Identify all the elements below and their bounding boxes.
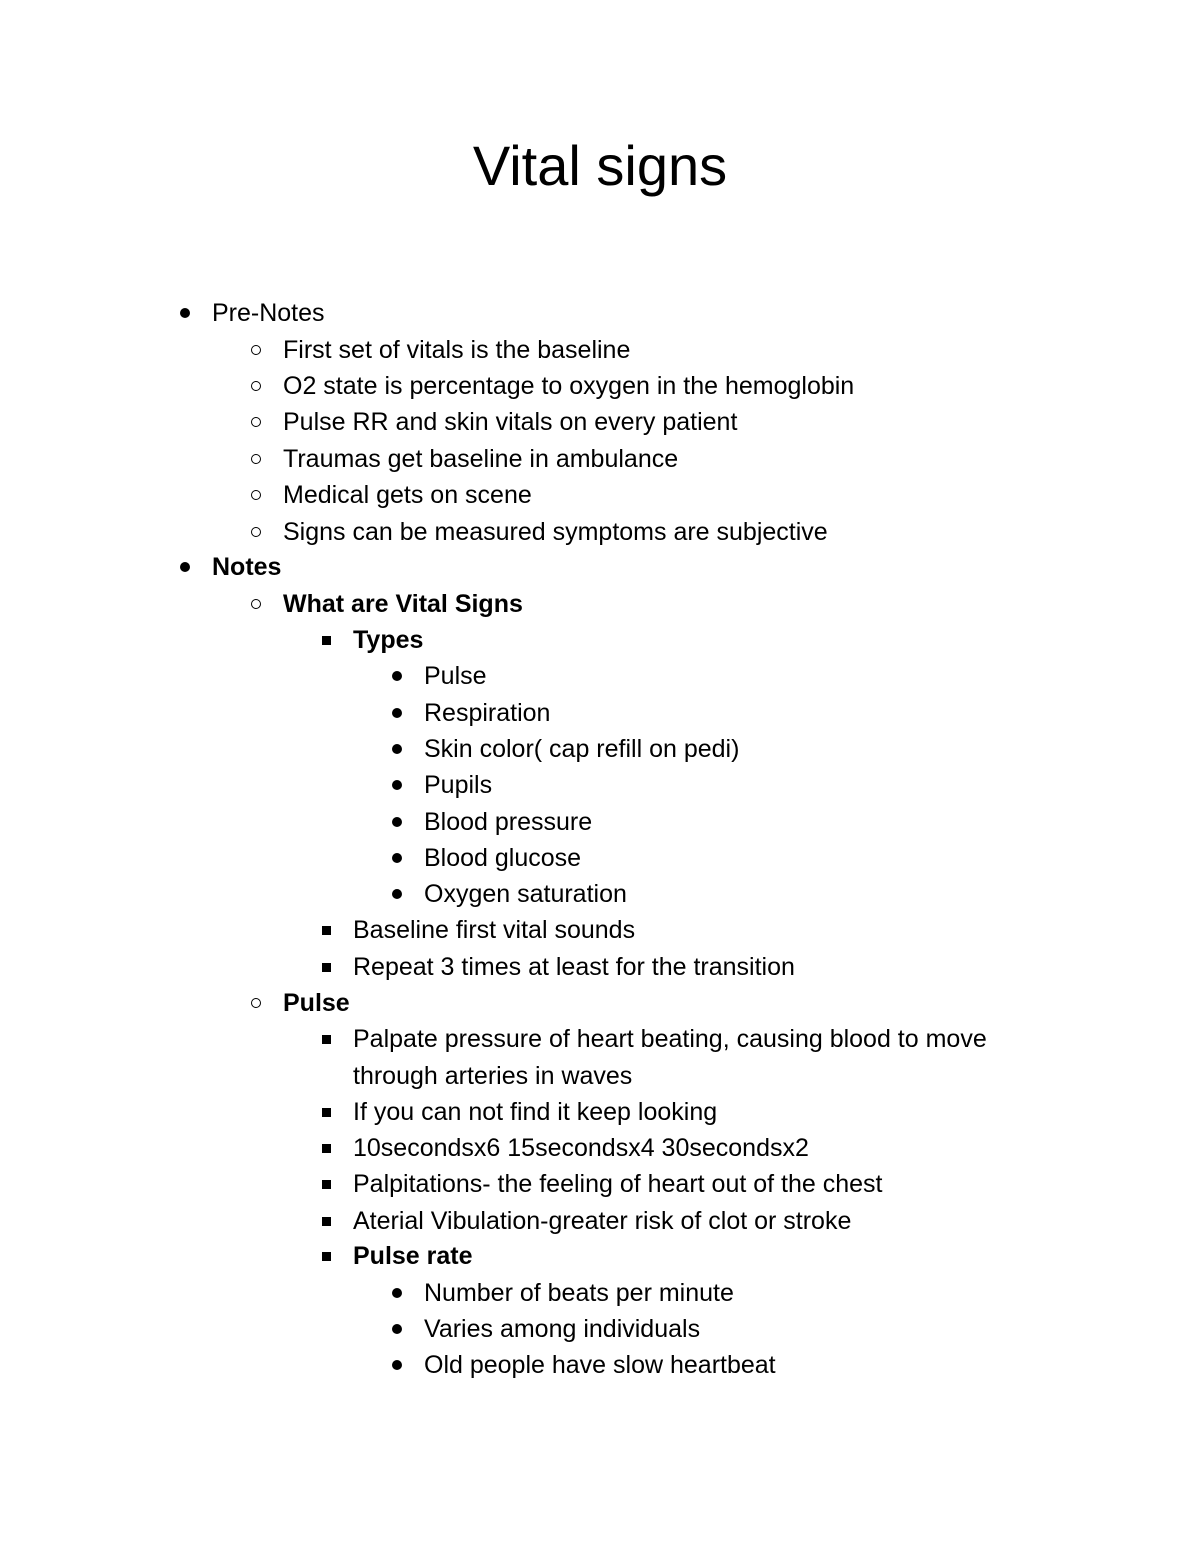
square-bullet-icon	[316, 914, 336, 946]
list-item-text: Baseline first vital sounds	[353, 916, 636, 944]
list-item-text: through arteries in waves	[353, 1062, 633, 1090]
list-item-text: O2 state is percentage to oxygen in the hemoglobin	[283, 372, 855, 400]
list-item-text: Respiration	[424, 699, 551, 727]
list-item-text: Types	[353, 626, 424, 654]
list-item-text: Pulse	[283, 989, 350, 1017]
list-item-text: First set of vitals is the baseline	[283, 336, 631, 364]
list-item-text: Blood glucose	[424, 844, 582, 872]
circle-bullet-icon	[246, 334, 266, 366]
list-item-text: Pulse rate	[353, 1242, 473, 1270]
disc-bullet-icon	[387, 1277, 407, 1309]
square-bullet-icon	[316, 1132, 336, 1164]
list-item-text: Notes	[212, 553, 282, 581]
square-bullet-icon	[316, 951, 336, 983]
circle-bullet-icon	[246, 588, 266, 620]
list-item-text: Medical gets on scene	[283, 481, 532, 509]
square-bullet-icon	[316, 1240, 336, 1272]
list-item-text: What are Vital Signs	[283, 590, 523, 618]
list-item-text: Traumas get baseline in ambulance	[283, 445, 679, 473]
circle-bullet-icon	[246, 370, 266, 402]
list-item-text: Repeat 3 times at least for the transition	[353, 953, 795, 981]
list-item-text: Pulse RR and skin vitals on every patient	[283, 408, 738, 436]
circle-bullet-icon	[246, 406, 266, 438]
list-item-text: Pulse	[424, 662, 487, 690]
list-item-text: Blood pressure	[424, 808, 593, 836]
disc-bullet-icon	[387, 769, 407, 801]
square-bullet-icon	[316, 1205, 336, 1237]
square-bullet-icon	[316, 624, 336, 656]
list-item-text: Oxygen saturation	[424, 880, 627, 908]
disc-bullet-icon	[387, 1313, 407, 1345]
circle-bullet-icon	[246, 987, 266, 1019]
disc-bullet-icon	[175, 551, 195, 583]
disc-bullet-icon	[387, 878, 407, 910]
list-item-text: Signs can be measured symptoms are subjective	[283, 518, 828, 546]
list-item-text: 10secondsx6 15secondsx4 30secondsx2	[353, 1134, 809, 1162]
disc-bullet-icon	[387, 733, 407, 765]
disc-bullet-icon	[387, 842, 407, 874]
disc-bullet-icon	[387, 806, 407, 838]
square-bullet-icon	[316, 1023, 336, 1055]
square-bullet-icon	[316, 1168, 336, 1200]
list-item-text: Aterial Vibulation-greater risk of clot or stroke	[353, 1207, 852, 1235]
square-bullet-icon	[316, 1096, 336, 1128]
list-item-text: Old people have slow heartbeat	[424, 1351, 776, 1379]
circle-bullet-icon	[246, 479, 266, 511]
disc-bullet-icon	[387, 697, 407, 729]
list-item-text: Pre-Notes	[212, 299, 325, 327]
list-item-text: Pupils	[424, 771, 493, 799]
list-item-text: Palpate pressure of heart beating, causing blood to move	[353, 1025, 987, 1053]
circle-bullet-icon	[246, 443, 266, 475]
disc-bullet-icon	[387, 660, 407, 692]
list-item-text: Skin color( cap refill on pedi)	[424, 735, 740, 763]
list-item-text: Varies among individuals	[424, 1315, 701, 1343]
circle-bullet-icon	[246, 516, 266, 548]
page-title: Vital signs	[472, 134, 728, 197]
disc-bullet-icon	[387, 1349, 407, 1381]
list-item-text: Number of beats per minute	[424, 1279, 734, 1307]
list-item-text: Palpitations- the feeling of heart out of the chest	[353, 1170, 883, 1198]
list-item-text: If you can not find it keep looking	[353, 1098, 718, 1126]
disc-bullet-icon	[175, 297, 195, 329]
